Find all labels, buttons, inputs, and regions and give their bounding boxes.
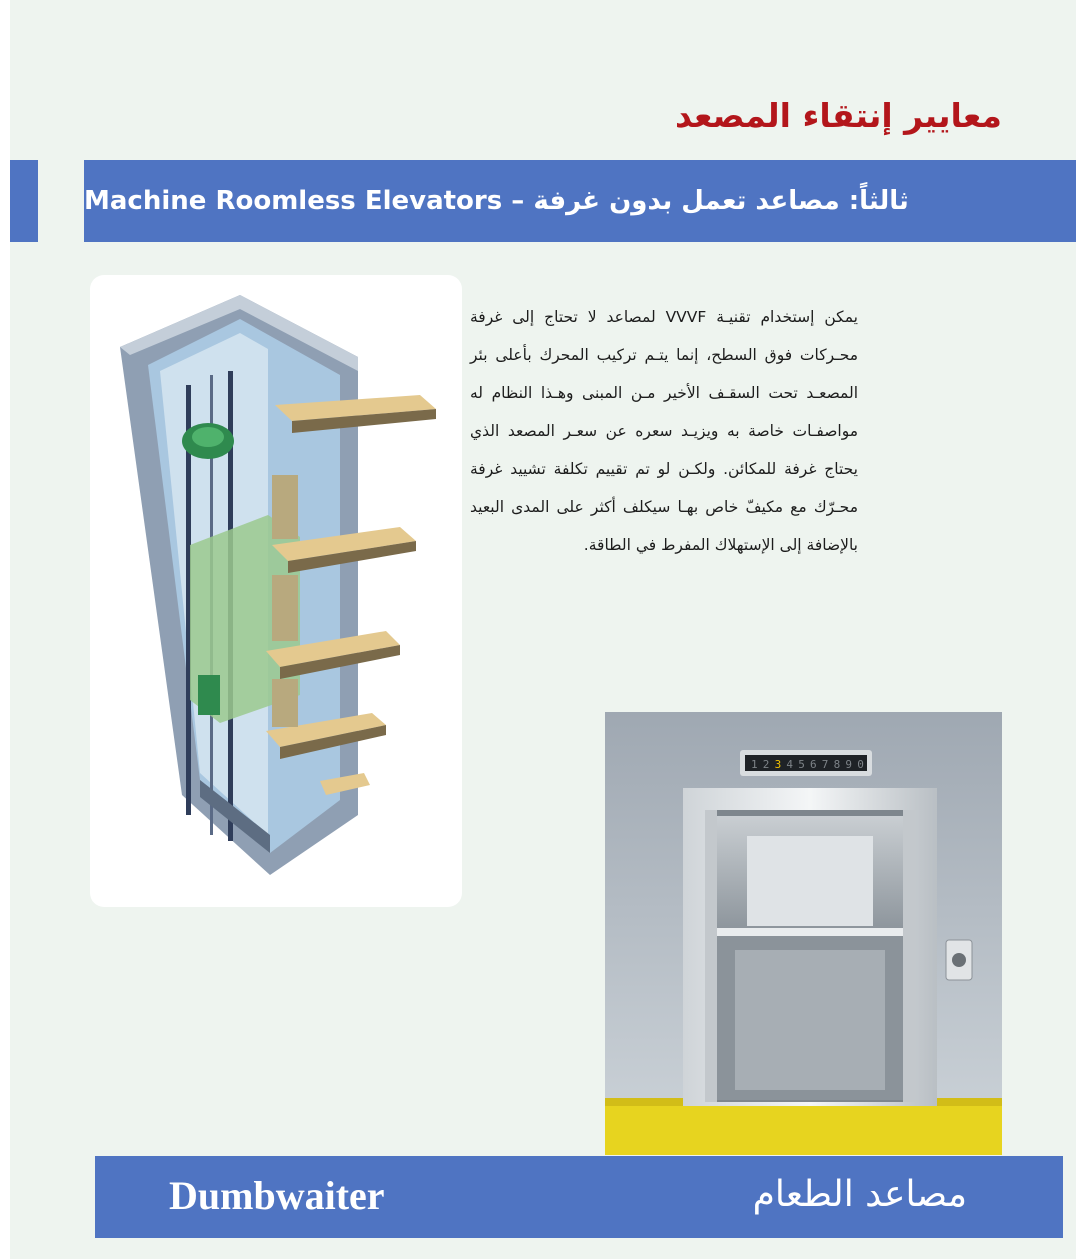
side-tab [10,160,38,242]
shelf [717,928,903,936]
door-jamb-left [705,810,717,1102]
floor-indicator-digit: 5 [798,758,805,771]
door-jamb-right [903,810,915,1102]
floor-indicator-digit: 6 [810,758,817,771]
yellow-floor [605,1098,1002,1155]
footer-banner [95,1156,1063,1238]
floor-indicator-digit: 2 [762,758,770,771]
floor-indicator-digit: 8 [833,758,841,771]
floor-indicator-digit: 0 [857,758,864,771]
dumbwaiter-drawing [605,712,1002,1155]
footer-english-title: Dumbwaiter [169,1173,385,1218]
upper-cabin-back [747,836,873,926]
floor-indicator-digit: 1 [751,758,758,771]
control-cabinet [198,675,220,715]
floor-indicator-digit: 3 [774,758,782,771]
lower-cabin-back [735,950,885,1090]
body-paragraph: يمكن إستخدام تقنيـة VVVF لمصاعد لا تحتاج إلى غرفة محـركات فوق السطح، إنما يتـم تركيب المحرك بأعلى بئر المصعـد تحت السقـف الأخير مـن المبنى وهـذا النظام له مواصفـات خاصة به ويزيـد سعره عن سعـر المصعد الذي يحتاج غرفة للمكائن. ولكـن لو تم تقييم تكلفة تشييد غرفة محـرّك مع مكيفّ خاص بهـا سيكلف أكثر على المدى البعيد بالإضافة إلى الإستهلاك المفرط في الطاقة. [470,308,858,554]
section-banner [84,160,1076,242]
floor-indicator-digit: 7 [821,758,829,771]
motor-highlight [192,427,224,447]
footer-arabic-title: مصاعد الطعام [752,1174,967,1215]
dumbwaiter-photo [605,712,1002,1155]
floor-indicator-digit: 9 [845,758,853,771]
elevator-shaft-illustration [90,275,462,907]
elevator-shaft-drawing [90,275,462,907]
landing-door-2 [272,575,298,641]
landing-door-3 [272,679,298,727]
page-heading: معايير إنتقاء المصعد [674,96,1002,135]
section-banner-title: ثالثاً: مصاعد تعمل بدون غرفة – Machine Roomless Elevators [84,186,909,216]
landing-door-1 [272,475,298,539]
floor-indicator-digit: 4 [786,758,794,771]
call-button-icon[interactable] [952,953,966,967]
